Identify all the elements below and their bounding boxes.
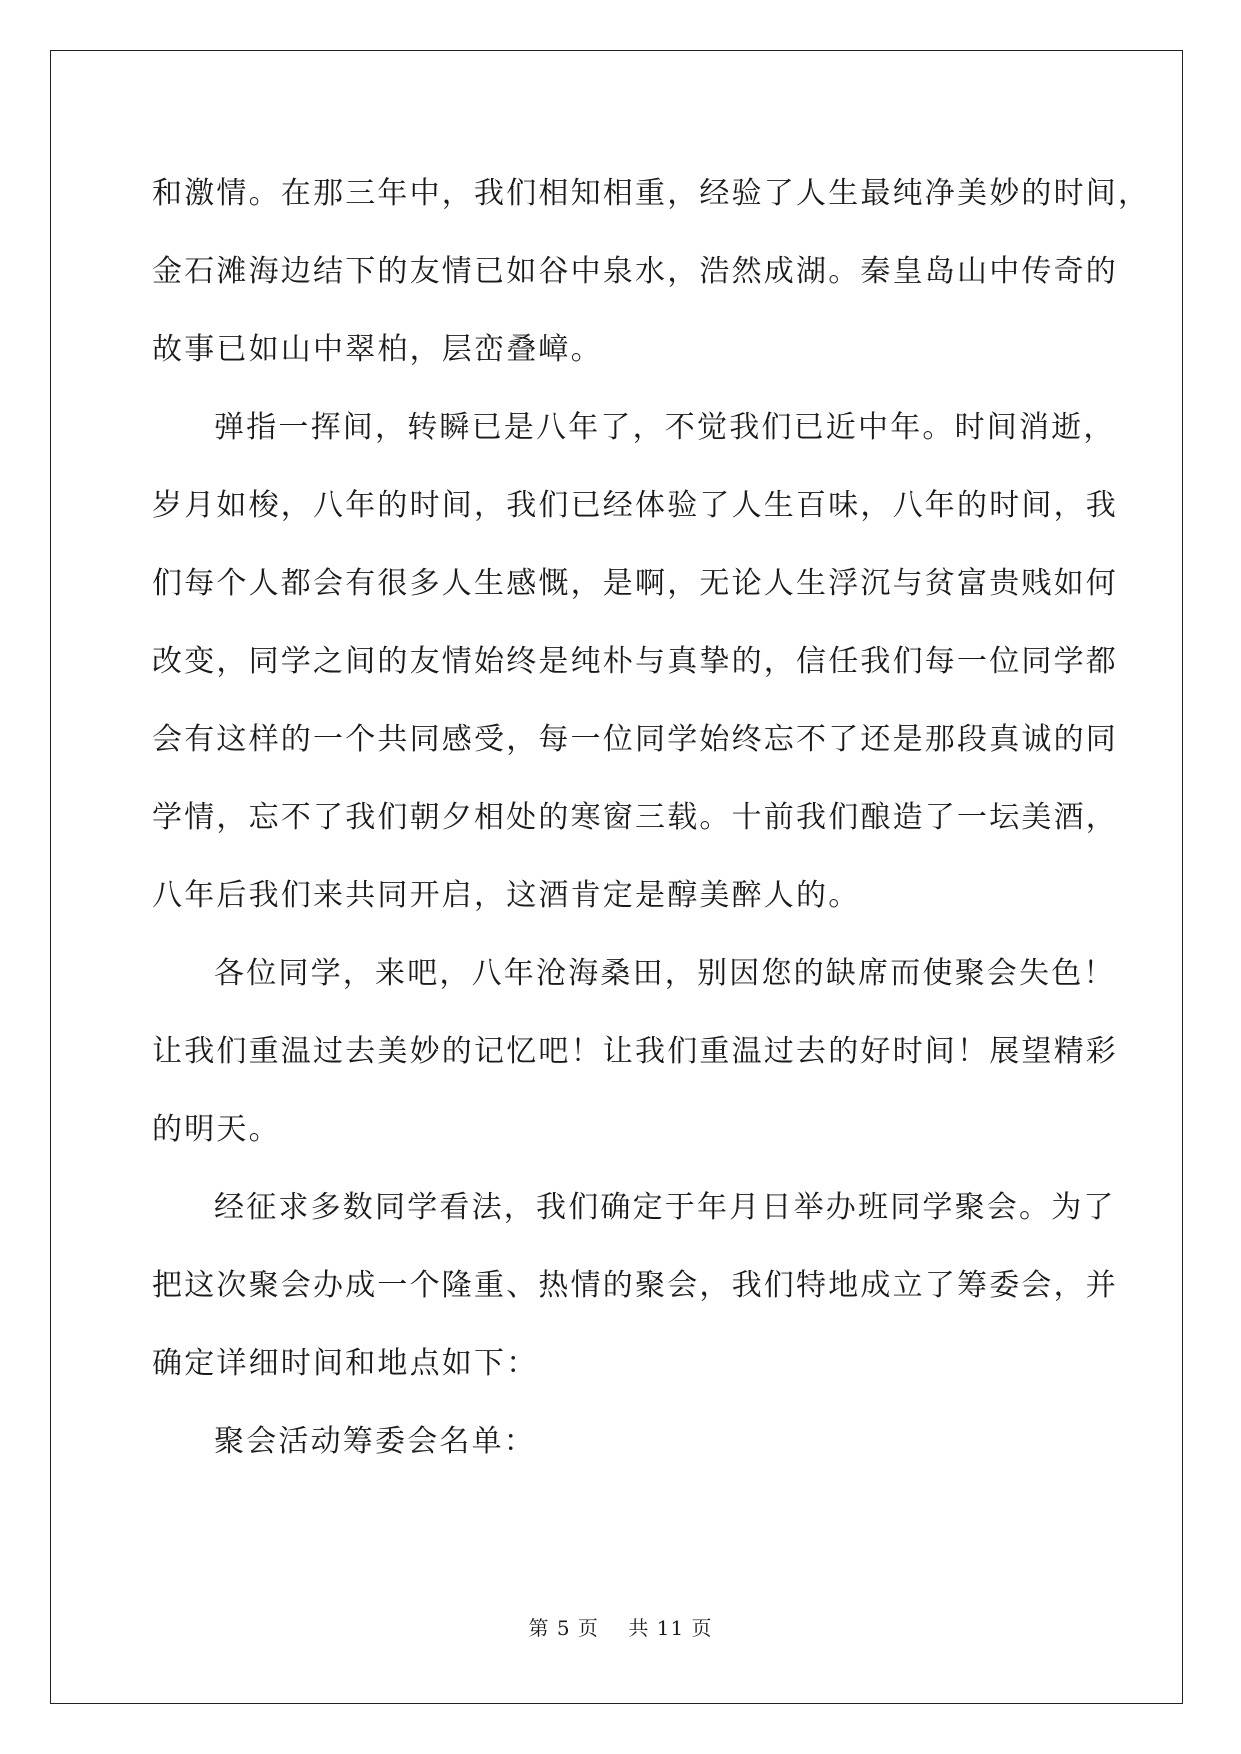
text-line: 把这次聚会办成一个隆重、热情的聚会，我们特地成立了筹委会，并 [152, 1268, 1118, 1303]
text-line: 金石滩海边结下的友情已如谷中泉水，浩然成湖。秦皇岛山中传奇的 [152, 254, 1118, 289]
total-pages: 共 11 页 [628, 1616, 713, 1640]
document-body [152, 155, 1151, 1481]
text-line: 让我们重温过去美妙的记忆吧！让我们重温过去的好时间！展望精彩 [152, 1034, 1118, 1069]
paragraph-start-line: 经征求多数同学看法，我们确定于年月日举办班同学聚会。为了 [214, 1190, 1116, 1225]
text-line: 会有这样的一个共同感受，每一位同学始终忘不了还是那段真诚的同 [152, 722, 1118, 757]
text-line: 改变，同学之间的友情始终是纯朴与真挚的，信任我们每一位同学都 [152, 644, 1118, 679]
text-line: 故事已如山中翠柏，层峦叠嶂。 [152, 332, 603, 367]
text-line: 和激情。在那三年中，我们相知相重，经验了人生最纯净美妙的时间， [152, 176, 1151, 211]
text-line: 学情，忘不了我们朝夕相处的寒窗三载。十前我们酿造了一坛美酒， [152, 800, 1118, 835]
paragraph-start-line: 弹指一挥间，转瞬已是八年了，不觉我们已近中年。时间消逝， [214, 410, 1116, 445]
text-line: 们每个人都会有很多人生感慨，是啊，无论人生浮沉与贫富贵贱如何 [152, 566, 1118, 601]
text-line: 确定详细时间和地点如下： [152, 1346, 539, 1381]
page-footer [0, 1612, 1241, 1641]
paragraph-start-line: 各位同学，来吧，八年沧海桑田，别因您的缺席而使聚会失色！ [214, 956, 1116, 991]
page-number: 第 5 页 [528, 1616, 599, 1640]
paragraph-start-line: 聚会活动筹委会名单： [214, 1424, 536, 1459]
text-line: 的明天。 [152, 1112, 281, 1147]
text-line: 八年后我们来共同开启，这酒肯定是醇美醉人的。 [152, 878, 861, 913]
text-line: 岁月如梭，八年的时间，我们已经体验了人生百味，八年的时间，我 [152, 488, 1118, 523]
